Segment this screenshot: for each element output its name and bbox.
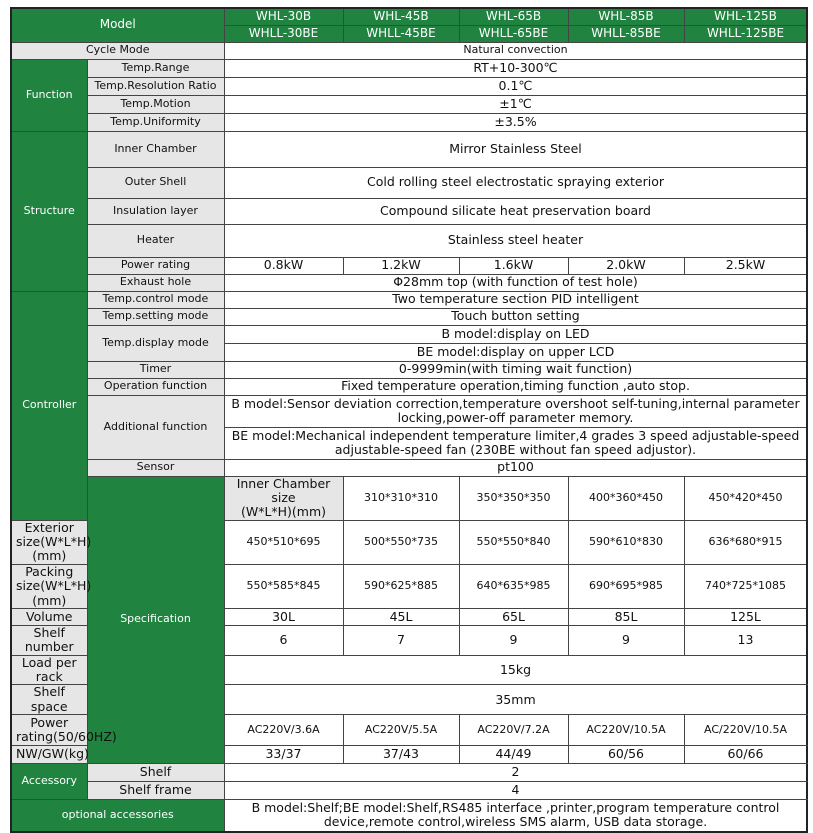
shelf-value: 2 bbox=[224, 764, 807, 782]
power-rating-label: Power rating bbox=[87, 257, 224, 274]
volume-value: 85L bbox=[568, 608, 684, 625]
outer-shell-label: Outer Shell bbox=[87, 167, 224, 198]
optional-line1: B model:Shelf;BE model:Shelf,RS485 interface ,printer,program temperature control bbox=[251, 800, 780, 815]
exterior-size-label-line1: Exterior size(W*L*H) bbox=[16, 519, 92, 549]
exhaust-hole-label: Exhaust hole bbox=[87, 274, 224, 291]
volume-label: Volume bbox=[11, 608, 87, 625]
shelf-number-value: 13 bbox=[684, 625, 807, 655]
power-value: AC220V/10.5A bbox=[568, 715, 684, 746]
model-name: WHL-30B bbox=[224, 8, 343, 25]
temp-resolution-label: Temp.Resolution Ratio bbox=[87, 77, 224, 95]
power-rating-value: 0.8kW bbox=[224, 257, 343, 274]
exterior-size-value: 636*680*915 bbox=[684, 520, 807, 564]
optional-accessories-value bbox=[224, 800, 807, 832]
timer-label: Timer bbox=[87, 361, 224, 378]
timer-value: 0-9999min(with timing wait function) bbox=[224, 361, 807, 378]
model-name-be: WHLL-45BE bbox=[343, 25, 459, 42]
model-name-be: WHLL-125BE bbox=[684, 25, 807, 42]
display-mode-be-value: BE model:display on upper LCD bbox=[224, 343, 807, 361]
power-rating-value: 2.5kW bbox=[684, 257, 807, 274]
weight-value: 44/49 bbox=[459, 746, 568, 764]
power-rating-value: 1.6kW bbox=[459, 257, 568, 274]
inner-size-value: 350*350*350 bbox=[459, 476, 568, 520]
shelf-number-value: 6 bbox=[224, 625, 343, 655]
shelf-label: Shelf bbox=[87, 764, 224, 782]
sensor-value: pt100 bbox=[224, 459, 807, 476]
shelf-frame-label: Shelf frame bbox=[87, 782, 224, 800]
power-label bbox=[11, 714, 117, 746]
packing-size-value: 740*725*1085 bbox=[684, 564, 807, 608]
model-name: WHL-65B bbox=[459, 8, 568, 25]
power-value: AC220V/7.2A bbox=[459, 715, 568, 746]
cycle-mode-label: Cycle Mode bbox=[11, 42, 224, 59]
insulation-value: Compound silicate heat preservation board bbox=[224, 198, 807, 224]
sensor-label: Sensor bbox=[87, 459, 224, 476]
exterior-size-value: 450*510*695 bbox=[224, 520, 343, 564]
shelf-space-label: Shelf space bbox=[11, 685, 87, 715]
packing-size-label-line1: Packing size(W*L*H) bbox=[16, 563, 92, 594]
inner-chamber-value: Mirror Stainless Steel bbox=[224, 131, 807, 167]
packing-size-value: 590*625*885 bbox=[343, 564, 459, 608]
model-name: WHL-125B bbox=[684, 8, 807, 25]
load-per-rack-value: 15kg bbox=[224, 655, 807, 685]
exterior-size-label bbox=[11, 519, 92, 564]
inner-size-value: 310*310*310 bbox=[343, 476, 459, 520]
inner-size-label-line2: (W*L*H)(mm) bbox=[240, 504, 327, 520]
shelf-number-value: 9 bbox=[459, 625, 568, 655]
category-function: Function bbox=[11, 59, 87, 131]
spec-table bbox=[10, 7, 808, 833]
setting-mode-value: Touch button setting bbox=[224, 308, 807, 325]
power-value: AC/220V/10.5A bbox=[684, 715, 807, 746]
display-mode-label: Temp.display mode bbox=[87, 325, 224, 361]
inner-chamber-label: Inner Chamber bbox=[87, 131, 224, 167]
operation-label: Operation function bbox=[87, 378, 224, 395]
exterior-size-value: 500*550*735 bbox=[343, 520, 459, 564]
packing-size-value: 690*695*985 bbox=[568, 564, 684, 608]
packing-size-value: 550*585*845 bbox=[224, 564, 343, 608]
additional-function-label: Additional function bbox=[87, 395, 224, 459]
weight-value: 37/43 bbox=[343, 746, 459, 764]
category-controller: Controller bbox=[11, 291, 87, 520]
volume-value: 45L bbox=[343, 608, 459, 625]
packing-size-label-line2: (mm) bbox=[32, 592, 67, 608]
model-name-be: WHLL-65BE bbox=[459, 25, 568, 42]
temp-motion-value: ±1℃ bbox=[224, 95, 807, 113]
heater-label: Heater bbox=[87, 224, 224, 257]
outer-shell-value: Cold rolling steel electrostatic spraying exterior bbox=[224, 167, 807, 198]
exhaust-hole-value: Φ28mm top (with function of test hole) bbox=[224, 274, 807, 291]
cycle-mode-value: Natural convection bbox=[224, 42, 807, 59]
power-rating-value: 1.2kW bbox=[343, 257, 459, 274]
weight-label: NW/GW(kg) bbox=[11, 746, 87, 764]
model-header: Model bbox=[11, 8, 224, 42]
exterior-size-value: 590*610*830 bbox=[568, 520, 684, 564]
temp-motion-label: Temp.Motion bbox=[87, 95, 224, 113]
weight-value: 60/66 bbox=[684, 746, 807, 764]
model-name-be: WHLL-30BE bbox=[224, 25, 343, 42]
volume-value: 65L bbox=[459, 608, 568, 625]
weight-value: 33/37 bbox=[224, 746, 343, 764]
optional-accessories-label: optional accessories bbox=[11, 800, 224, 832]
control-mode-label: Temp.control mode bbox=[87, 291, 224, 308]
inner-size-value: 450*420*450 bbox=[684, 476, 807, 520]
volume-value: 30L bbox=[224, 608, 343, 625]
exterior-size-value: 550*550*840 bbox=[459, 520, 568, 564]
control-mode-value: Two temperature section PID intelligent bbox=[224, 291, 807, 308]
volume-value: 125L bbox=[684, 608, 807, 625]
shelf-number-label: Shelf number bbox=[11, 625, 87, 655]
weight-value: 60/56 bbox=[568, 746, 684, 764]
power-rating-value: 2.0kW bbox=[568, 257, 684, 274]
temp-range-value: RT+10-300℃ bbox=[224, 59, 807, 77]
temp-uniformity-label: Temp.Uniformity bbox=[87, 113, 224, 131]
packing-size-value: 640*635*985 bbox=[459, 564, 568, 608]
inner-size-label-line1: Inner Chamber size bbox=[236, 475, 331, 505]
heater-value: Stainless steel heater bbox=[224, 224, 807, 257]
category-structure: Structure bbox=[11, 131, 87, 291]
load-per-rack-label: Load per rack bbox=[11, 655, 87, 685]
operation-value: Fixed temperature operation,timing function ,auto stop. bbox=[224, 378, 807, 395]
temp-resolution-value: 0.1℃ bbox=[224, 77, 807, 95]
shelf-space-value: 35mm bbox=[224, 685, 807, 715]
additional-function-be-value bbox=[224, 427, 807, 459]
temp-range-label: Temp.Range bbox=[87, 59, 224, 77]
model-name-be: WHLL-85BE bbox=[568, 25, 684, 42]
shelf-number-value: 9 bbox=[568, 625, 684, 655]
temp-uniformity-value: ±3.5% bbox=[224, 113, 807, 131]
model-name: WHL-45B bbox=[343, 8, 459, 25]
power-label-line1: Power bbox=[30, 714, 69, 730]
additional-b-line1: B model:Sensor deviation correction,temperature overshoot self-tuning,internal parameter bbox=[231, 395, 800, 411]
exterior-size-label-line2: (mm) bbox=[32, 548, 67, 564]
power-value: AC220V/3.6A bbox=[224, 715, 343, 746]
setting-mode-label: Temp.setting mode bbox=[87, 308, 224, 325]
shelf-number-value: 7 bbox=[343, 625, 459, 655]
additional-be-line2: adjustable-speed fan (230BE without fan speed adjustor). bbox=[334, 442, 697, 457]
additional-function-b-value bbox=[224, 395, 807, 427]
shelf-frame-value: 4 bbox=[224, 782, 807, 800]
optional-line2: device,remote control,wireless SMS alarm, USB data storage. bbox=[323, 814, 708, 830]
model-name: WHL-85B bbox=[568, 8, 684, 25]
insulation-label: Insulation layer bbox=[87, 198, 224, 224]
category-specification: Specification bbox=[87, 476, 224, 764]
inner-size-value: 400*360*450 bbox=[568, 476, 684, 520]
power-label-line2: rating(50/60HZ) bbox=[16, 729, 117, 745]
power-value: AC220V/5.5A bbox=[343, 715, 459, 746]
additional-be-line1: BE model:Mechanical independent temperature limiter,4 grades 3 speed adjustable-speed bbox=[231, 427, 800, 443]
additional-b-line2: locking,power-off parameter memory. bbox=[397, 410, 634, 425]
inner-size-label bbox=[224, 476, 343, 520]
category-accessory: Accessory bbox=[11, 764, 87, 800]
display-mode-b-value: B model:display on LED bbox=[224, 325, 807, 343]
packing-size-label bbox=[11, 563, 92, 608]
